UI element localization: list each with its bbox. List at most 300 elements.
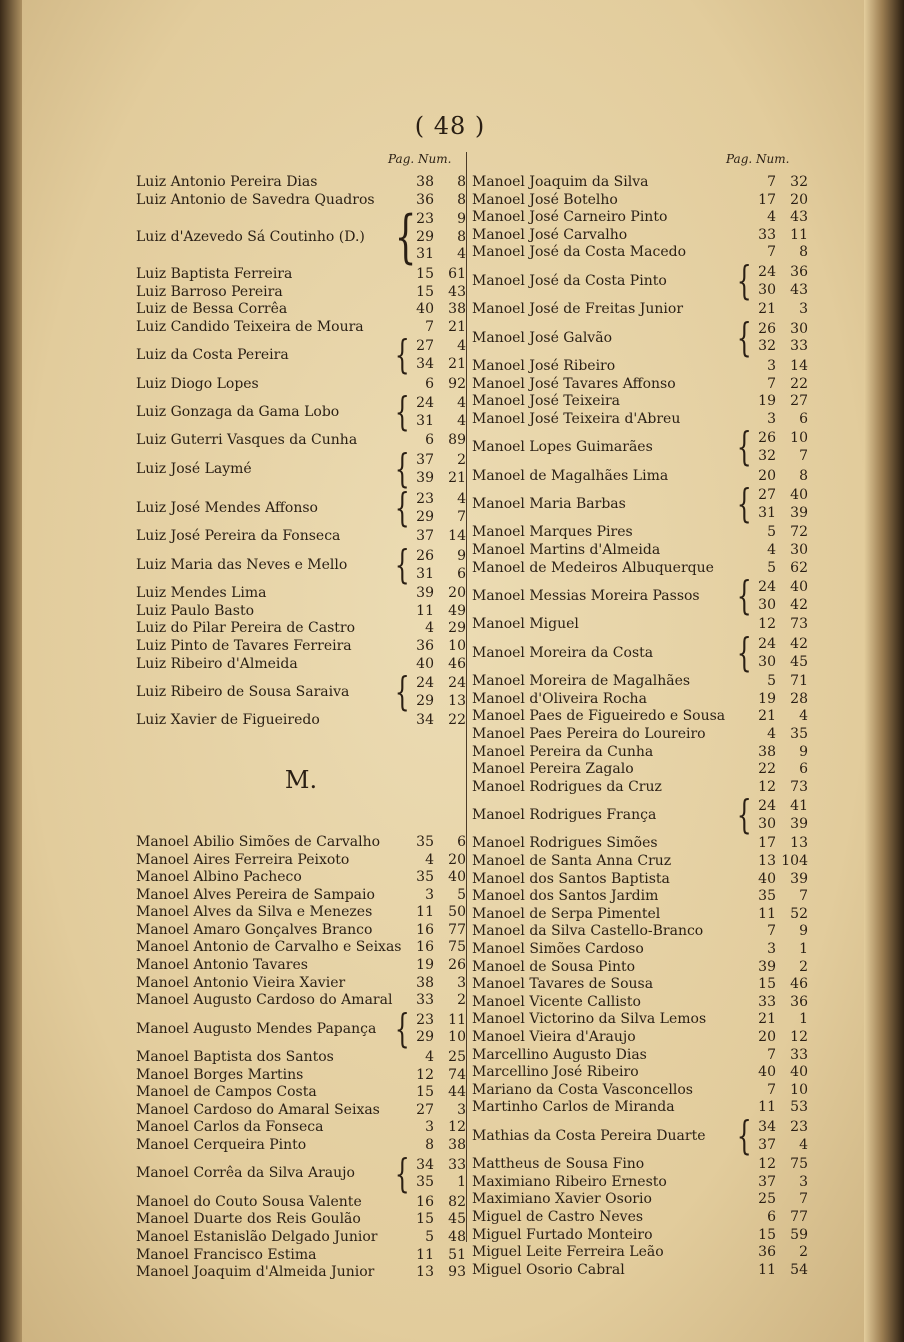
brace-glyph: {	[394, 390, 410, 436]
entry-refs	[406, 1247, 466, 1265]
entry-name: Manoel Messias Moreira Passos	[472, 587, 700, 604]
entry-name: Manoel Alves Pereira de Sampaio	[136, 886, 375, 903]
ref-pair	[748, 227, 808, 245]
number-ref: 4	[457, 412, 466, 429]
entry-name: Manoel José da Costa Pinto	[472, 272, 667, 289]
entry-refs	[748, 906, 808, 924]
entry-name: Luiz da Costa Pereira	[136, 347, 289, 364]
index-entry	[136, 887, 466, 905]
page-ref: 12	[758, 1156, 776, 1173]
ref-pair	[748, 321, 808, 339]
entry-refs	[406, 922, 466, 940]
entry-refs	[406, 1194, 466, 1212]
page-ref: 4	[425, 620, 434, 637]
index-entry	[472, 1029, 808, 1047]
page-ref: 37	[416, 451, 434, 468]
entry-refs	[748, 209, 808, 227]
page-ref: 27	[416, 1101, 434, 1118]
entry-name: Luiz José Laymé	[136, 460, 252, 477]
index-entry	[472, 906, 808, 924]
entry-name: Manoel de Medeiros Albuquerque	[472, 559, 714, 576]
page-ref: 21	[758, 301, 776, 318]
index-entry	[472, 630, 808, 676]
index-entry	[136, 486, 466, 532]
entry-refs	[406, 620, 466, 638]
page-ref: 31	[416, 246, 434, 263]
number-ref: 6	[457, 565, 466, 582]
brace-glyph: {	[394, 204, 417, 271]
entry-name: Luiz Antonio Pereira Dias	[136, 174, 318, 190]
entry-refs	[406, 939, 466, 957]
ref-pair	[748, 468, 808, 486]
number-ref: 50	[448, 904, 466, 921]
index-entry	[136, 975, 466, 993]
number-ref: 7	[457, 508, 466, 525]
number-ref: 20	[790, 191, 808, 208]
number-ref: 23	[790, 1118, 808, 1135]
page-ref: 4	[425, 851, 434, 868]
number-ref: 14	[790, 357, 808, 374]
entry-refs	[748, 1119, 808, 1154]
page-ref: 15	[416, 283, 434, 300]
brace-glyph: {	[736, 1113, 752, 1159]
entry-name: Manoel José Carneiro Pinto	[472, 209, 668, 226]
entry-refs	[406, 452, 466, 487]
number-ref: 21	[448, 355, 466, 372]
number-ref: 33	[448, 1156, 466, 1173]
entry-refs	[748, 524, 808, 542]
number-ref: 21	[448, 469, 466, 486]
number-ref: 61	[448, 265, 466, 282]
entry-name: Manoel José Botelho	[472, 191, 618, 208]
entry-refs	[406, 585, 466, 603]
ref-pair	[406, 319, 466, 337]
page-ref: 17	[758, 191, 776, 208]
ref-pair	[406, 957, 466, 975]
entry-name: Marcellino Augusto Dias	[472, 1046, 647, 1063]
index-entry	[136, 284, 466, 302]
entry-name: Manoel Augusto Cardoso do Amaral	[136, 992, 393, 1009]
number-ref: 11	[790, 226, 808, 243]
page-ref: 5	[425, 1229, 434, 1246]
number-ref: 4	[457, 491, 466, 508]
number-ref: 44	[448, 1084, 466, 1101]
ref-pair	[748, 192, 808, 210]
index-entry	[472, 542, 808, 560]
index-entry	[472, 411, 808, 429]
ref-pair	[748, 779, 808, 797]
entry-refs	[748, 1047, 808, 1065]
ref-pair	[406, 904, 466, 922]
entry-name: Manoel do Couto Sousa Valente	[136, 1193, 362, 1210]
number-ref: 54	[790, 1261, 808, 1278]
page-ref: 34	[416, 355, 434, 372]
entry-name: Maximiano Xavier Osorio	[472, 1191, 652, 1208]
page-ref: 23	[416, 1011, 434, 1028]
number-ref: 48	[448, 1229, 466, 1246]
number-ref: 13	[448, 692, 466, 709]
number-ref: 8	[457, 228, 466, 245]
number-ref: 3	[457, 1101, 466, 1118]
right-column-header: Pag. Num.	[726, 152, 790, 166]
page-ref: 7	[767, 1081, 776, 1098]
entry-name: Manoel Baptista dos Santos	[136, 1049, 334, 1066]
page-ref: 13	[758, 853, 776, 870]
entry-name: Mattheus de Sousa Fino	[472, 1156, 645, 1173]
index-entry	[136, 638, 466, 656]
entry-refs	[748, 941, 808, 959]
page-ref: 31	[416, 412, 434, 429]
entry-name: Manoel Joaquim da Silva	[472, 174, 649, 190]
entry-refs	[748, 321, 808, 356]
ref-pair	[748, 691, 808, 709]
entry-name: Luiz Ribeiro de Sousa Saraiva	[136, 683, 350, 700]
number-ref: 2	[457, 992, 466, 1009]
entry-name: Manoel Cardoso do Amaral Seixas	[136, 1101, 380, 1118]
entry-refs	[748, 264, 808, 299]
number-ref: 3	[799, 301, 808, 318]
index-entry	[136, 528, 466, 546]
ref-pair	[748, 835, 808, 853]
number-ref: 38	[448, 1137, 466, 1154]
number-ref: 2	[457, 451, 466, 468]
index-entry	[136, 1194, 466, 1212]
index-entry	[136, 1006, 466, 1052]
ref-pair	[406, 1119, 466, 1137]
index-entry	[472, 192, 808, 210]
page-ref: 23	[416, 211, 434, 228]
number-ref: 10	[790, 430, 808, 447]
entry-refs	[406, 975, 466, 993]
index-entry	[136, 957, 466, 975]
entry-name: Manoel José da Costa Macedo	[472, 244, 687, 261]
ref-pair	[406, 887, 466, 905]
entry-refs	[748, 376, 808, 394]
page-ref: 38	[758, 743, 776, 760]
entry-name: Luiz do Pilar Pereira de Castro	[136, 620, 356, 637]
entry-name: Manoel Maria Barbas	[472, 495, 626, 512]
page-ref: 34	[416, 1156, 434, 1173]
entry-refs	[748, 1262, 808, 1280]
index-entry	[136, 1102, 466, 1120]
number-ref: 20	[448, 851, 466, 868]
ref-pair	[406, 395, 466, 413]
page-ref: 33	[416, 992, 434, 1009]
ref-pair	[748, 888, 808, 906]
number-ref: 10	[790, 1081, 808, 1098]
entry-refs	[748, 301, 808, 319]
entry-name: Manoel Simões Cardoso	[472, 941, 644, 958]
index-entry	[472, 923, 808, 941]
ref-pair	[748, 1029, 808, 1047]
page-ref: 5	[767, 673, 776, 690]
entry-refs	[748, 673, 808, 691]
ref-pair	[748, 744, 808, 762]
ref-pair	[406, 338, 466, 356]
number-ref: 33	[790, 1046, 808, 1063]
page-ref: 35	[758, 888, 776, 905]
brace-glyph: {	[394, 1006, 410, 1052]
entry-refs	[748, 1244, 808, 1262]
ref-pair	[406, 922, 466, 940]
index-entry	[472, 393, 808, 411]
entry-name: Manoel Abilio Simões de Carvalho	[136, 833, 381, 850]
number-ref: 9	[799, 743, 808, 760]
ref-pair	[406, 1157, 466, 1175]
entry-name: Manoel Antonio Tavares	[136, 957, 308, 974]
page-ref: 8	[425, 1137, 434, 1154]
index-entry	[472, 1113, 808, 1159]
entry-refs	[748, 468, 808, 486]
number-ref: 42	[790, 635, 808, 652]
entry-refs	[748, 1174, 808, 1192]
number-ref: 14	[448, 528, 466, 545]
number-ref: 46	[790, 976, 808, 993]
entry-name: Manoel de Santa Anna Cruz	[472, 853, 672, 870]
index-entry	[136, 192, 466, 210]
entry-name: Manoel Antonio de Carvalho e Seixas	[136, 939, 402, 956]
index-entry	[136, 1119, 466, 1137]
entry-refs	[748, 174, 808, 192]
entry-refs	[748, 393, 808, 411]
index-entry	[472, 1244, 808, 1262]
number-ref: 93	[448, 1264, 466, 1281]
index-entry	[472, 673, 808, 691]
ref-pair	[748, 816, 808, 834]
index-entry	[472, 941, 808, 959]
page-ref: 40	[758, 870, 776, 887]
number-ref: 6	[457, 833, 466, 850]
ref-pair	[748, 393, 808, 411]
page-ref: 37	[758, 1173, 776, 1190]
page-ref: 3	[767, 357, 776, 374]
number-ref: 77	[448, 921, 466, 938]
entry-refs	[748, 923, 808, 941]
index-entry	[472, 835, 808, 853]
entry-name: Manoel Paes Pereira do Loureiro	[472, 725, 706, 742]
entry-refs	[406, 675, 466, 710]
entry-refs	[406, 603, 466, 621]
number-ref: 7	[799, 447, 808, 464]
entry-refs	[406, 284, 466, 302]
page-ref: 7	[767, 375, 776, 392]
index-entry	[472, 1174, 808, 1192]
index-entry	[136, 670, 466, 716]
index-entry	[472, 1064, 808, 1082]
entry-refs	[748, 1191, 808, 1209]
entry-refs	[406, 491, 466, 526]
index-entry	[472, 1047, 808, 1065]
index-entry	[472, 726, 808, 744]
ref-pair	[406, 975, 466, 993]
index-entry	[472, 1262, 808, 1280]
entry-refs	[406, 1067, 466, 1085]
page-ref: 5	[767, 559, 776, 576]
entry-name: Luiz Maria das Neves e Mello	[136, 556, 348, 573]
page-ref: 31	[416, 565, 434, 582]
ref-pair	[748, 636, 808, 654]
number-ref: 89	[448, 432, 466, 449]
number-ref: 36	[790, 993, 808, 1010]
entry-refs	[406, 301, 466, 319]
ref-pair	[748, 1064, 808, 1082]
entry-refs	[406, 887, 466, 905]
ref-pair	[406, 266, 466, 284]
number-ref: 2	[799, 958, 808, 975]
entry-refs	[748, 1011, 808, 1029]
number-ref: 46	[448, 655, 466, 672]
brace-glyph: {	[736, 793, 752, 839]
page-ref: 30	[758, 653, 776, 670]
ref-pair	[406, 548, 466, 566]
entry-name: Miguel Furtado Monteiro	[472, 1226, 653, 1243]
entry-name: Manoel Miguel	[472, 616, 579, 633]
number-ref: 1	[799, 941, 808, 958]
entry-refs	[406, 376, 466, 394]
page-ref: 12	[758, 616, 776, 633]
page-ref: 30	[758, 281, 776, 298]
entry-name: Luiz Guterri Vasques da Cunha	[136, 432, 358, 449]
page-ref: 3	[425, 886, 434, 903]
number-ref: 38	[448, 301, 466, 318]
entry-name: Manoel Moreira da Costa	[472, 644, 654, 661]
ref-pair	[406, 1229, 466, 1247]
number-ref: 8	[799, 244, 808, 261]
ref-pair	[748, 358, 808, 376]
index-entry	[472, 871, 808, 889]
entry-name: Manoel de Sousa Pinto	[472, 958, 636, 975]
index-entry	[136, 376, 466, 394]
entry-refs	[748, 616, 808, 634]
page-ref: 4	[767, 209, 776, 226]
page-ref: 39	[416, 469, 434, 486]
entry-name: Luiz Ribeiro d'Almeida	[136, 655, 298, 672]
ref-pair	[748, 1137, 808, 1155]
entry-refs	[406, 1012, 466, 1047]
ref-pair	[748, 560, 808, 578]
number-ref: 5	[457, 886, 466, 903]
ref-pair	[406, 1049, 466, 1067]
entry-name: Manoel Estanislão Delgado Junior	[136, 1229, 378, 1246]
entry-refs	[748, 192, 808, 210]
page-ref: 11	[416, 1246, 434, 1263]
page-ref: 22	[758, 761, 776, 778]
ref-pair	[748, 1099, 808, 1117]
ref-pair	[748, 264, 808, 282]
page-ref: 19	[758, 393, 776, 410]
number-ref: 43	[790, 281, 808, 298]
number-ref: 11	[448, 1011, 466, 1028]
index-entry	[472, 853, 808, 871]
number-ref: 1	[457, 1174, 466, 1191]
number-ref: 92	[448, 375, 466, 392]
brace-glyph: {	[736, 482, 752, 528]
number-ref: 13	[790, 835, 808, 852]
index-entry	[472, 1227, 808, 1245]
ref-pair	[748, 1082, 808, 1100]
number-ref: 20	[448, 585, 466, 602]
number-ref: 10	[448, 1029, 466, 1046]
page-ref: 39	[758, 958, 776, 975]
page-ref: 4	[425, 1049, 434, 1066]
page-ref: 24	[758, 263, 776, 280]
entry-refs	[748, 761, 808, 779]
entry-name: Manoel da Silva Castello-Branco	[472, 923, 704, 940]
index-entry	[472, 244, 808, 262]
ref-pair	[406, 1012, 466, 1030]
page-ref: 15	[758, 976, 776, 993]
entry-name: Manoel de Campos Costa	[136, 1084, 317, 1101]
entry-refs	[406, 174, 466, 192]
entry-refs	[406, 992, 466, 1010]
page-ref: 33	[758, 993, 776, 1010]
number-ref: 53	[790, 1099, 808, 1116]
number-ref: 24	[448, 675, 466, 692]
ref-pair	[406, 656, 466, 674]
number-ref: 12	[448, 1119, 466, 1136]
entry-name: Miguel de Castro Neves	[472, 1208, 644, 1225]
index-entry	[472, 315, 808, 361]
number-ref: 39	[790, 870, 808, 887]
index-entry	[472, 1209, 808, 1227]
page-ref: 23	[416, 491, 434, 508]
entry-refs	[406, 957, 466, 975]
index-entry	[472, 1156, 808, 1174]
page-ref: 30	[758, 815, 776, 832]
column-divider	[466, 152, 467, 1242]
entry-refs	[748, 411, 808, 429]
left-column-header: Pag. Num.	[388, 152, 452, 166]
number-ref: 1	[799, 1011, 808, 1028]
entry-name: Luiz Candido Teixeira de Moura	[136, 318, 364, 335]
number-ref: 82	[448, 1193, 466, 1210]
ref-pair	[748, 301, 808, 319]
brace-glyph: {	[736, 630, 752, 676]
page-ref: 38	[416, 974, 434, 991]
entry-refs	[748, 853, 808, 871]
ref-pair	[748, 654, 808, 672]
ref-pair	[406, 356, 466, 374]
ref-pair	[748, 448, 808, 466]
page-ref: 26	[416, 547, 434, 564]
page-ref: 26	[758, 320, 776, 337]
number-ref: 75	[790, 1156, 808, 1173]
entry-name: Manoel Albino Pacheco	[136, 869, 302, 886]
ref-pair	[406, 509, 466, 527]
number-ref: 22	[790, 375, 808, 392]
entry-name: Manoel Martins d'Almeida	[472, 541, 661, 558]
entry-refs	[406, 528, 466, 546]
number-ref: 28	[790, 690, 808, 707]
ref-pair	[406, 566, 466, 584]
entry-name: Manoel de Magalhães Lima	[472, 467, 669, 484]
number-ref: 8	[457, 191, 466, 208]
page-ref: 4	[767, 541, 776, 558]
index-entry	[136, 1264, 466, 1282]
number-ref: 73	[790, 616, 808, 633]
entry-name: Luiz José Mendes Affonso	[136, 499, 318, 516]
entry-name: Manoel Vieira d'Araujo	[472, 1029, 636, 1046]
page-ref: 15	[416, 1211, 434, 1228]
index-entry	[472, 258, 808, 304]
entry-name: Manoel Francisco Estima	[136, 1246, 317, 1263]
page-ref: 3	[767, 941, 776, 958]
entry-name: Manoel José Tavares Affonso	[472, 375, 676, 392]
page-ref: 36	[416, 637, 434, 654]
number-ref: 29	[448, 620, 466, 637]
entry-refs	[748, 708, 808, 726]
entry-refs	[748, 227, 808, 245]
